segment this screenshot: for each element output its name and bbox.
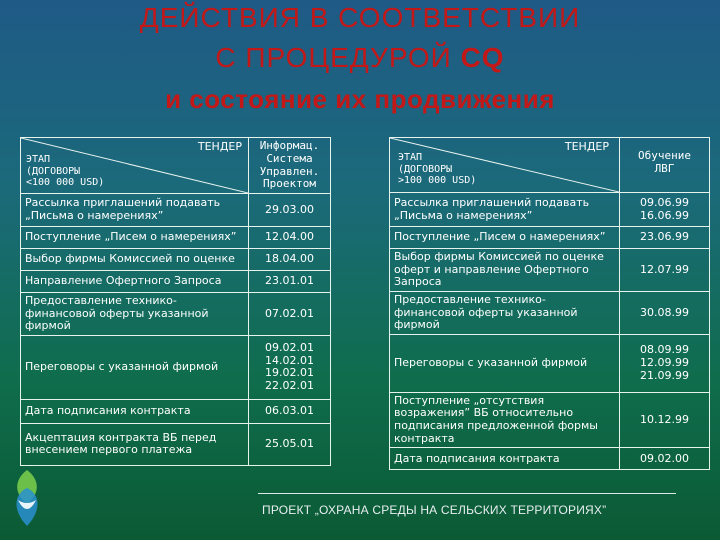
left-table-row xyxy=(21,399,331,423)
right-table-date-cell: 08.09.99 12.09.99 21.09.99 xyxy=(620,334,710,392)
right-header-tender: ТЕНДЕР xyxy=(564,140,609,153)
left-table-action-cell: Поступление „Писем о намерениях” xyxy=(21,227,249,249)
left-table-row xyxy=(21,227,331,249)
right-table-action-cell: Дата подписания контракта xyxy=(390,448,620,470)
left-table-action-cell: Переговоры с указанной фирмой xyxy=(21,335,249,399)
title-line-2-text: С ПРОЦЕДУРОЙ xyxy=(215,42,461,73)
left-header-column: Информац. Система Управлен. Проектом xyxy=(249,138,331,194)
title-line-2 xyxy=(0,42,720,74)
right-table-date-cell: 12.07.99 xyxy=(620,249,710,292)
right-table-action-cell: Предоставление технико-финансовой оферты указанной фирмой xyxy=(390,291,620,334)
right-table-action-cell: Выбор фирмы Комиссией по оценке оферт и направление Офертного Запроса xyxy=(390,249,620,292)
right-header-etap: ЭТАП (ДОГОВОРЫ >100 000 USD) xyxy=(398,152,477,186)
left-table-action-cell: Выбор фирмы Комиссией по оценке xyxy=(21,249,249,271)
left-table-date-cell: 23.01.01 xyxy=(249,271,331,293)
left-table-date-cell: 18.04.00 xyxy=(249,249,331,271)
left-table-action-cell: Акцептация контракта ВБ перед внесением первого платежа xyxy=(21,423,249,465)
right-table-action-cell: Переговоры с указанной фирмой xyxy=(390,334,620,392)
left-table-date-cell: 29.03.00 xyxy=(249,194,331,227)
left-table-row xyxy=(21,194,331,227)
right-table-row xyxy=(390,291,710,334)
left-table-date-cell: 06.03.01 xyxy=(249,399,331,423)
left-table-action-cell: Дата подписания контракта xyxy=(21,399,249,423)
left-table-row xyxy=(21,293,331,336)
left-table-date-cell: 07.02.01 xyxy=(249,293,331,336)
left-table-action-cell: Предоставление технико-финансовой оферты указанной фирмой xyxy=(21,293,249,336)
right-header-cell xyxy=(390,138,620,193)
right-table-date-cell: 30.08.99 xyxy=(620,291,710,334)
title-cq: CQ xyxy=(460,42,505,73)
left-table-date-cell: 09.02.01 14.02.01 19.02.01 22.02.01 xyxy=(249,335,331,399)
right-table-row xyxy=(390,193,710,227)
right-table-body xyxy=(390,193,710,470)
right-table-row xyxy=(390,448,710,470)
title-line-3: и состояние их продвижения xyxy=(165,84,555,114)
right-table-date-cell: 09.06.99 16.06.99 xyxy=(620,193,710,227)
right-stages-table xyxy=(389,137,710,470)
right-table-row xyxy=(390,334,710,392)
right-table-action-cell: Рассылка приглашений подавать „Письма о намерениях” xyxy=(390,193,620,227)
left-table-action-cell: Рассылка приглашений подавать „Письма о намерениях” xyxy=(21,194,249,227)
footer-project-name: ПРОЕКТ „ОХРАНА СРЕДЫ НА СЕЛЬСКИХ ТЕРРИТОРИЯХ” xyxy=(262,503,607,517)
right-table-date-cell: 23.06.99 xyxy=(620,227,710,249)
left-stages-table xyxy=(20,137,331,466)
left-table-row xyxy=(21,249,331,271)
leaf-logo-icon xyxy=(10,468,44,528)
left-table-row xyxy=(21,335,331,399)
left-table-row xyxy=(21,271,331,293)
title-line-1: ДЕЙСТВИЯ В СООТВЕТСТВИИ xyxy=(139,2,581,33)
left-header-cell xyxy=(21,138,249,194)
right-table-row xyxy=(390,392,710,448)
left-table-row xyxy=(21,423,331,465)
right-table-date-cell: 09.02.00 xyxy=(620,448,710,470)
left-table-date-cell: 12.04.00 xyxy=(249,227,331,249)
right-table-row xyxy=(390,249,710,292)
right-table-row xyxy=(390,227,710,249)
left-table-date-cell: 25.05.01 xyxy=(249,423,331,465)
right-header-column: Обучение ЛВГ xyxy=(620,138,710,193)
left-table-action-cell: Направление Офертного Запроса xyxy=(21,271,249,293)
right-table-action-cell: Поступление „отсутствия возражения” ВБ относительно подписания предложенной формы контракта xyxy=(390,392,620,448)
right-table-date-cell: 10.12.99 xyxy=(620,392,710,448)
left-table-body xyxy=(21,194,331,466)
footer-divider xyxy=(258,493,676,494)
left-header-tender: ТЕНДЕР xyxy=(197,140,242,153)
right-table-action-cell: Поступление „Писем о намерениях” xyxy=(390,227,620,249)
left-header-etap: ЭТАП (ДОГОВОРЫ <100 000 USD) xyxy=(26,154,105,188)
